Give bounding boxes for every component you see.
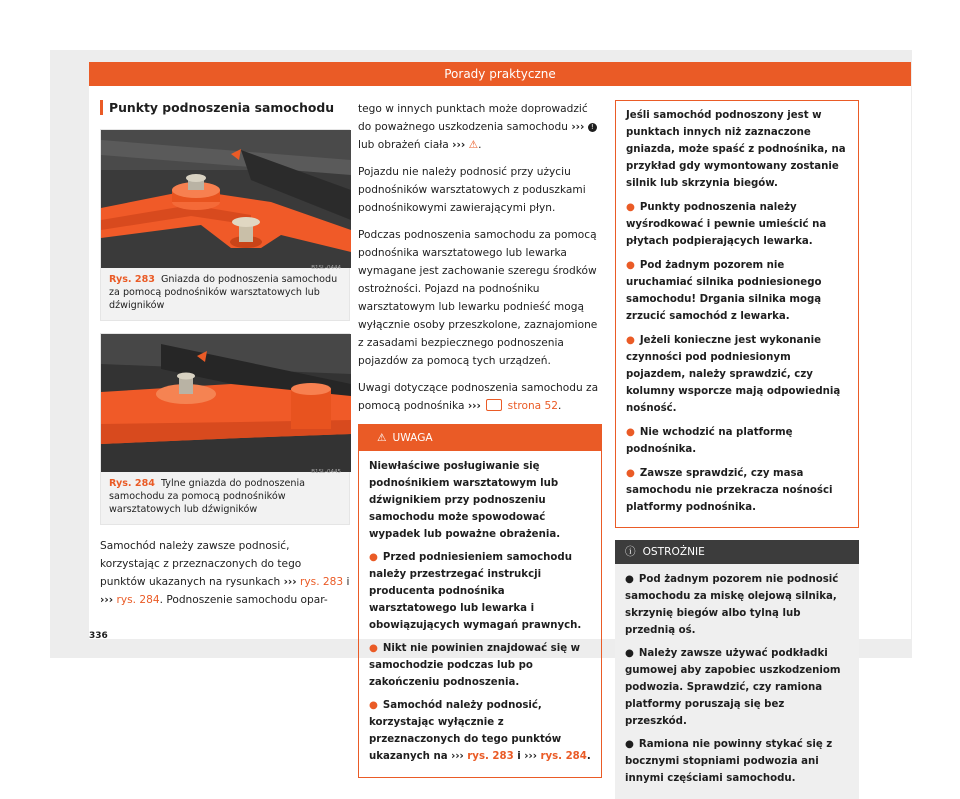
- figure-code: B1SL-0444: [311, 265, 341, 271]
- body-paragraph: [358, 379, 602, 415]
- paragraph-text: Uwagi dotyczące podnoszenia samochodu za pomocą podnośnika: [358, 382, 599, 412]
- figure-code: B1SL-0445: [311, 469, 341, 475]
- warning-intro: Niewłaściwe posługiwanie się podnośnikiem warsztatowym lub dźwignikiem przy podnoszeniu samochodu może spowodować wypadek lub poważne obrażenia.: [369, 461, 561, 540]
- notice-item: [625, 571, 849, 639]
- body-paragraph: Podczas podnoszenia samochodu za pomocą podnośnika warsztatowego lub lewarka wymagane jest zachowanie szeregu środków ostrożności. Pojazd na podnośniku warsztatowym lub lewarku podnieść mogą wyłącznie osoby przeszkolone, zaznajomione z zasadami bezpiecznego podnoszenia pojazdów za pomocą tych urządzeń.: [358, 229, 598, 367]
- bullet-icon: ●: [369, 643, 378, 654]
- warning-item: [626, 465, 848, 516]
- column-3: [615, 100, 859, 799]
- figure-ref-link[interactable]: rys. 284: [116, 594, 160, 606]
- lift-point-rear-photo: [101, 334, 351, 472]
- caption-text: Tylne gniazda do podnoszenia samochodu za pomocą podnośników warsztatowych lub dźwigników: [109, 478, 306, 515]
- warning-item-text: Pod żadnym pozorem nie uruchamiać silnika podniesionego samochodu! Drgania silnika mogą zrzucić samochód z lewarka.: [626, 260, 822, 322]
- warning-item: [626, 199, 848, 250]
- paragraph-text: tego w innych punktach może doprowadzić do poważnego uszkodzenia samochodu: [358, 103, 588, 133]
- body-paragraph: Pojazdu nie należy podnosić przy użyciu podnośników warsztatowych z poduszkami podnośnikowymi zawierającymi płyn.: [358, 166, 586, 214]
- bullet-icon: ●: [369, 700, 378, 711]
- bullet-icon: ●: [625, 648, 634, 659]
- notice-header: [615, 540, 859, 564]
- paragraph-text: i: [346, 576, 350, 588]
- warning-item-text: Nie wchodzić na platformę podnośnika.: [626, 427, 793, 455]
- warning-item-text: Przed podniesieniem samochodu należy przestrzegać instrukcji producenta podnośnika warsztatowego lub lewarka i obowiązujących wymagań prawnych.: [369, 552, 582, 631]
- warning-item: [369, 640, 591, 691]
- warning-item: [369, 697, 591, 765]
- paragraph-text: . Podnoszenie samochodu opar-: [159, 594, 328, 606]
- warning-item-text: Zawsze sprawdzić, czy masa samochodu nie przekracza nośności platformy podnośnika.: [626, 468, 833, 513]
- bullet-icon: ●: [626, 427, 635, 438]
- cross-ref-arrows: ›››: [452, 139, 466, 151]
- warning-item: [369, 549, 591, 634]
- notice-item-text: Należy zawsze używać podkładki gumowej aby zapobiec uszkodzeniom podwozia. Sprawdzić, czy ramiona platformy poruszają się bez przeszkód.: [625, 648, 841, 727]
- section-title: Punkty podnoszenia samochodu: [100, 100, 350, 115]
- bullet-icon: ●: [369, 552, 378, 563]
- notice-item: [625, 736, 849, 787]
- warning-header: [359, 425, 601, 451]
- warning-box: [358, 424, 602, 778]
- warning-title: UWAGA: [392, 432, 433, 444]
- cross-ref-arrows: ›››: [283, 576, 297, 588]
- warning-item: [626, 424, 848, 458]
- bullet-icon: ●: [626, 260, 635, 271]
- notice-item-text: Ramiona nie powinny stykać się z bocznymi stopniami podwozia ani innymi częściami samochodu.: [625, 739, 833, 784]
- warning-body: [359, 451, 601, 777]
- figure-number: Rys. 284: [109, 478, 155, 489]
- body-paragraph: [100, 537, 350, 609]
- paragraph-text: Samochód należy zawsze podnosić, korzystając z przeznaczonych do tego punktów ukazanych na rysunkach: [100, 540, 302, 588]
- warning-item: [626, 332, 848, 417]
- info-circle-icon: ⓘ: [625, 546, 636, 558]
- lift-point-front-photo: [101, 130, 351, 268]
- bullet-icon: ●: [626, 468, 635, 479]
- page-ref-icon: [486, 399, 502, 411]
- warning-intro: Jeśli samochód podnoszony jest w punktach innych niż zaznaczone gniazda, może spaść z podnośnika, na przykład gdy wymontowany zostanie silnik lub skrzynia biegów.: [626, 110, 846, 189]
- chapter-header: Porady praktyczne: [89, 62, 911, 86]
- bullet-icon: ●: [626, 202, 635, 213]
- figure-number: Rys. 283: [109, 274, 155, 285]
- figure-ref-link[interactable]: rys. 284: [540, 751, 587, 762]
- figure-ref-link[interactable]: rys. 283: [300, 576, 344, 588]
- warning-triangle-icon: ⚠: [468, 139, 479, 151]
- figure-ref-link[interactable]: rys. 283: [467, 751, 514, 762]
- cross-ref-arrows: ›››: [451, 751, 464, 762]
- bullet-icon: ●: [626, 335, 635, 346]
- cross-ref-arrows: ›››: [467, 400, 481, 412]
- warning-item-text: Samochód należy podnosić, korzystając wyłącznie z przeznaczonych do tego punktów ukazanych na: [369, 700, 562, 762]
- cross-ref-arrows: ›››: [571, 121, 585, 133]
- notice-body: [615, 564, 859, 799]
- warning-item-text: Jeżeli konieczne jest wykonanie czynności pod podniesionym pojazdem, należy sprawdzić, czy kolumny wsporcze mają odpowiednią nośność.: [626, 335, 841, 414]
- notice-box: [615, 540, 859, 799]
- column-1: [100, 100, 350, 618]
- column-2: [358, 100, 602, 778]
- paragraph-text: .: [558, 400, 562, 412]
- bullet-icon: ●: [625, 739, 634, 750]
- warning-continuation-box: [615, 100, 859, 528]
- page-number: 336: [89, 631, 108, 641]
- warning-item-text: i: [517, 751, 521, 762]
- cross-ref-arrows: ›››: [524, 751, 537, 762]
- figure-284: [100, 333, 350, 525]
- page-ref-link[interactable]: strona 52: [507, 400, 559, 412]
- warning-item-text: .: [586, 751, 591, 762]
- bullet-icon: ●: [625, 574, 634, 585]
- paragraph-text: lub obrażeń ciała: [358, 139, 449, 151]
- cross-ref-arrows: ›››: [100, 594, 114, 606]
- notice-item: [625, 645, 849, 730]
- warning-item-text: Nikt nie powinien znajdować się w samochodzie podczas lub po zakończeniu podnoszenia.: [369, 643, 581, 688]
- warning-triangle-icon: ⚠: [377, 432, 387, 444]
- body-paragraph: tego w innych punktach może doprowadzić do poważnego uszkodzenia samochodu ››› ! lub obrażeń ciała ››› ⚠.: [358, 100, 602, 154]
- notice-item-text: Pod żadnym pozorem nie podnosić samochodu za miskę olejową silnika, skrzynię biegów albo tylną lub przednią oś.: [625, 574, 839, 636]
- warning-item: [626, 257, 848, 325]
- warning-item-text: Punkty podnoszenia należy wyśrodkować i pewnie umieścić na płytach podpierających lewarka.: [626, 202, 827, 247]
- notice-title: OSTROŻNIE: [642, 546, 705, 558]
- figure-283: [100, 129, 350, 321]
- warning-circle-icon: !: [588, 123, 597, 132]
- caption-text: Gniazda do podnoszenia samochodu za pomocą podnośników warsztatowych lub dźwigników: [109, 274, 338, 311]
